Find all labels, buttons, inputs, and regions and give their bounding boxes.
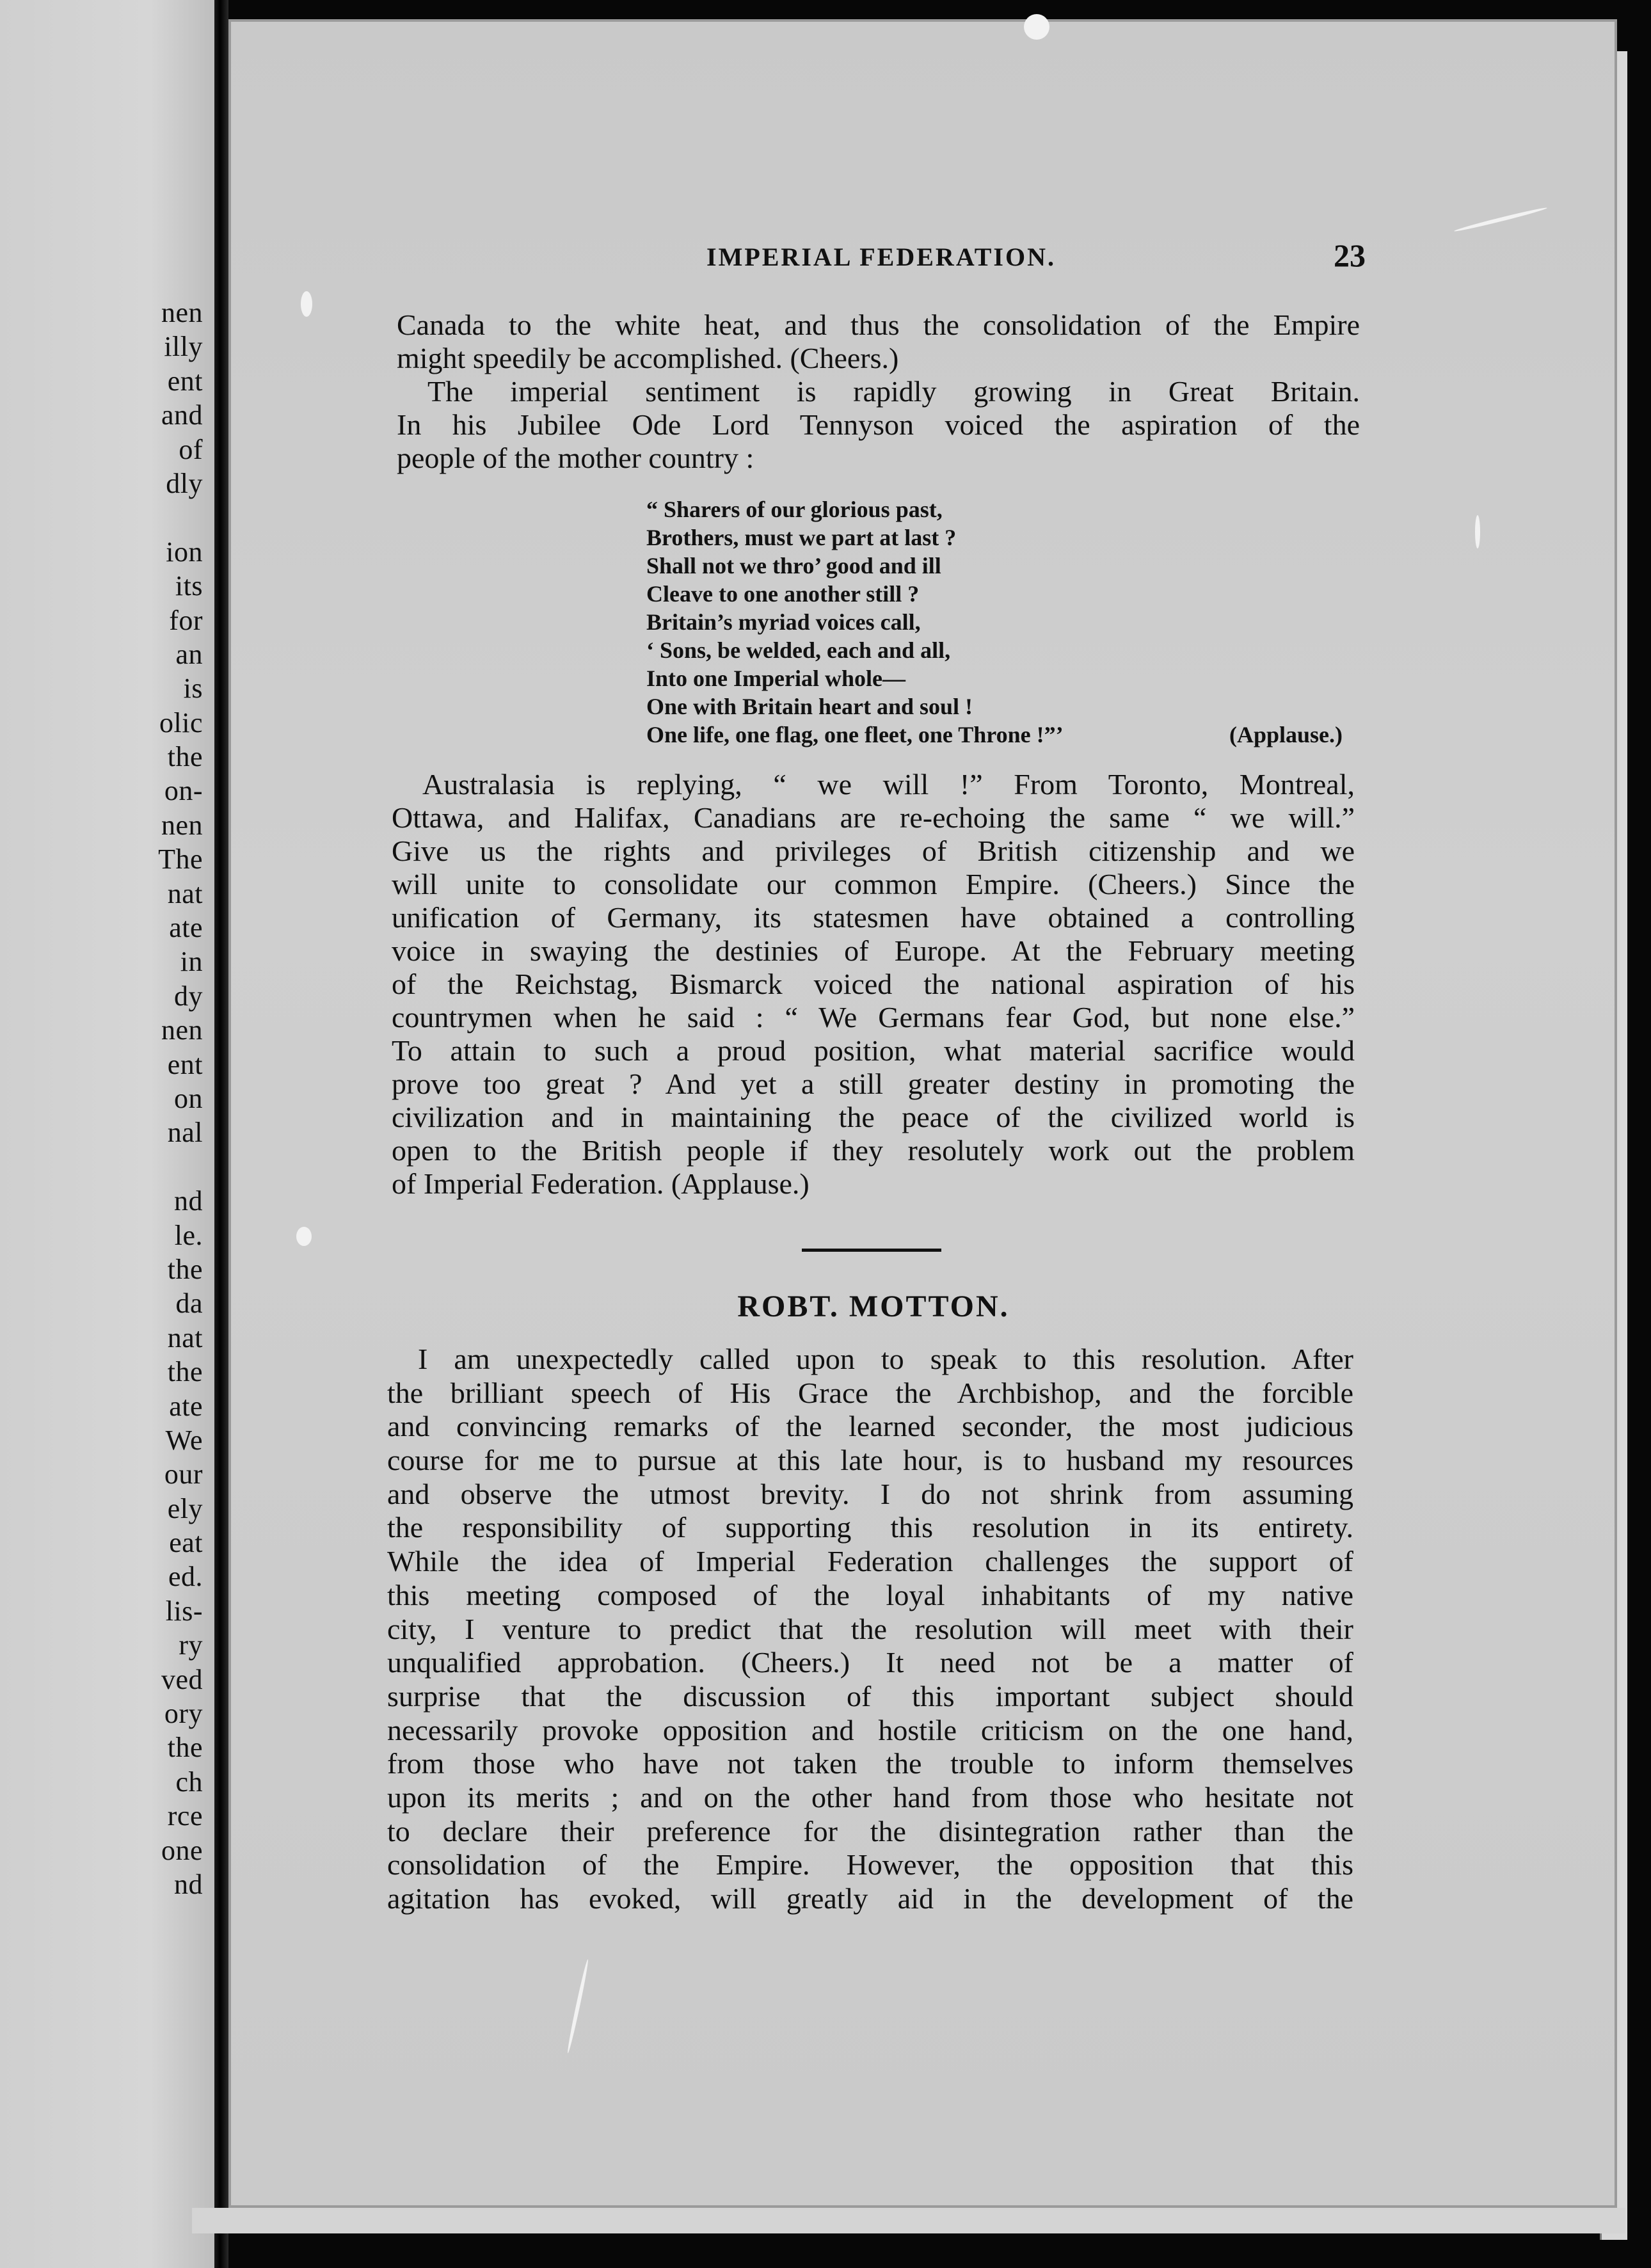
previous-page-fragment-text: nd <box>174 1868 203 1900</box>
poem-applause: (Applause.) <box>1229 722 1343 747</box>
previous-page-fragment-text: ion <box>166 536 203 568</box>
previous-page-fragment-text: da <box>175 1288 203 1320</box>
previous-page-fragment-text: illy <box>164 331 203 363</box>
previous-page-fragment-text <box>158 1150 203 1184</box>
previous-page-fragment-text: the <box>167 741 203 773</box>
text-line: the brilliant speech of His Grace the Archbishop, and the forcible <box>387 1376 1353 1409</box>
speaker-heading: ROBT. MOTTON. <box>737 1290 1010 1323</box>
previous-page-fragment-text: dly <box>166 467 203 499</box>
text-line: of the Reichstag, Bismarck voiced the national aspiration of his <box>392 968 1355 1000</box>
text-line: from those who have not taken the trouble to inform themselves <box>387 1747 1353 1780</box>
text-line: course for me to pursue at this late hour, is to husband my resources <box>387 1444 1353 1477</box>
text-line: will unite to consolidate our common Empire. (Cheers.) Since the <box>392 868 1355 900</box>
text-line: The imperial sentiment is rapidly growing in Great Britain. <box>427 375 1360 408</box>
scan-speck <box>1024 14 1049 40</box>
previous-page-fragment-text: nat <box>167 1322 203 1354</box>
previous-page-fragment-text: ent <box>167 1048 203 1080</box>
text-line: this meeting composed of the loyal inhabitants of my native <box>387 1578 1353 1611</box>
text-line: Australasia is replying, “ we will !” From Toronto, Montreal, <box>422 768 1355 801</box>
text-line: city, I venture to predict that the resolution will meet with their <box>387 1612 1353 1645</box>
previous-page-line-endings <box>158 296 203 1901</box>
previous-page-fragment <box>0 0 214 2268</box>
text-line: prove too great ? And yet a still greater destiny in promoting the <box>392 1067 1355 1100</box>
text-line: people of the mother country : <box>397 442 754 474</box>
text-line: agitation has evoked, will greatly aid in the development of the <box>387 1882 1353 1915</box>
previous-page-fragment-text: nen <box>161 297 203 328</box>
poem-line: “ Sharers of our glorious past, <box>646 497 943 522</box>
text-line: to declare their preference for the disintegration rather than the <box>387 1814 1353 1848</box>
previous-page-fragment-text: and <box>161 399 203 431</box>
poem-line: Cleave to one another still ? <box>646 581 920 607</box>
text-line: upon its merits ; and on the other hand from those who hesitate not <box>387 1780 1353 1814</box>
poem-line: Brothers, must we part at last ? <box>646 525 957 550</box>
opening-paragraphs <box>397 308 1360 475</box>
previous-page-fragment-text: an <box>175 638 203 670</box>
previous-page-fragment-text: ry <box>179 1629 203 1661</box>
poem-line: Into one Imperial whole— <box>646 666 905 691</box>
text-line: countrymen when he said : “ We Germans fear God, but none else.” <box>392 1001 1355 1034</box>
previous-page-fragment-text: of <box>179 433 203 465</box>
previous-page-fragment-text: rce <box>167 1800 203 1832</box>
scan-speck <box>1475 515 1480 548</box>
previous-page-fragment-text: nal <box>167 1117 203 1149</box>
previous-page-fragment-text: We <box>165 1424 203 1456</box>
text-line: and convincing remarks of the learned seconder, the most judicious <box>387 1410 1353 1443</box>
text-line: In his Jubilee Ode Lord Tennyson voiced the aspiration of the <box>397 408 1360 441</box>
running-head <box>706 237 1366 282</box>
previous-page-fragment-text: in <box>180 946 203 978</box>
previous-page-fragment-text: ory <box>164 1698 203 1730</box>
text-line: necessarily provoke opposition and hostile criticism on the one hand, <box>387 1713 1353 1746</box>
text-line: voice in swaying the destinies of Europe. At the February meeting <box>392 934 1355 967</box>
middle-paragraphs <box>392 768 1355 1201</box>
previous-page-fragment-text: on <box>174 1082 203 1114</box>
previous-page-fragment-text: lis- <box>165 1595 203 1627</box>
previous-page-fragment-text: ed. <box>168 1561 203 1593</box>
previous-page-fragment-text: olic <box>159 707 203 739</box>
previous-page-fragment-text: one <box>161 1834 203 1866</box>
scan-speck <box>301 291 312 317</box>
previous-page-fragment-text: nen <box>161 809 203 841</box>
book-gutter <box>214 0 228 2268</box>
speech-paragraph <box>387 1343 1353 1916</box>
text-line: While the idea of Imperial Federation challenges the support of <box>387 1545 1353 1578</box>
scan-speck <box>296 1227 312 1246</box>
text-line: unification of Germany, its statesmen have obtained a controlling <box>392 901 1355 934</box>
previous-page-fragment-text: its <box>175 570 203 602</box>
previous-page-fragment-text: for <box>169 604 203 636</box>
text-line: open to the British people if they resolutely work out the problem <box>392 1134 1355 1167</box>
previous-page-fragment-text: the <box>167 1253 203 1285</box>
text-line: surprise that the discussion of this important subject should <box>387 1679 1353 1713</box>
section-divider-rule <box>802 1249 941 1252</box>
previous-page-fragment-text: nat <box>167 877 203 909</box>
previous-page-fragment-text: ely <box>167 1492 203 1524</box>
text-line: Ottawa, and Halifax, Canadians are re-echoing the same “ we will.” <box>392 801 1355 834</box>
previous-page-fragment-text: ent <box>167 365 203 397</box>
previous-page-fragment-text: dy <box>174 980 203 1012</box>
previous-page-fragment-text: ch <box>175 1766 203 1798</box>
previous-page-fragment-text: le. <box>174 1219 203 1251</box>
poem-quotation <box>646 495 1350 749</box>
poem-line: ‘ Sons, be welded, each and all, <box>646 637 951 663</box>
text-line: To attain to such a proud position, what material sacrifice would <box>392 1034 1355 1067</box>
text-line: and observe the utmost brevity. I do not shrink from assuming <box>387 1477 1353 1510</box>
previous-page-fragment-text: nd <box>174 1185 203 1217</box>
text-line: Canada to the white heat, and thus the consolidation of the Empire <box>397 308 1360 341</box>
text-line: I am unexpectedly called upon to speak to this resolution. After <box>418 1343 1353 1375</box>
poem-line: One with Britain heart and soul ! <box>646 694 973 719</box>
poem-line: Shall not we thro’ good and ill <box>646 553 941 579</box>
previous-page-fragment-text: ved <box>161 1663 203 1695</box>
previous-page-fragment-text: is <box>183 673 203 705</box>
text-line: might speedily be accomplished. (Cheers.) <box>397 342 899 374</box>
text-line: of Imperial Federation. (Applause.) <box>392 1167 810 1200</box>
previous-page-fragment-text: on- <box>164 775 203 807</box>
running-head-title: IMPERIAL FEDERATION. <box>706 243 1056 271</box>
previous-page-fragment-text: The <box>158 843 203 875</box>
previous-page-fragment-text: nen <box>161 1014 203 1046</box>
page-number: 23 <box>1334 237 1366 273</box>
poem-line: Britain’s myriad voices call, <box>646 609 921 635</box>
previous-page-fragment-text <box>158 500 203 534</box>
previous-page-fragment-text: ate <box>169 1390 203 1422</box>
previous-page-fragment-text: the <box>167 1356 203 1388</box>
text-line: civilization and in maintaining the peace of the civilized world is <box>392 1101 1355 1133</box>
poem-line: One life, one flag, one fleet, one Throne !”’ <box>646 722 1064 747</box>
text-line: unqualified approbation. (Cheers.) It need not be a matter of <box>387 1646 1353 1679</box>
text-line: consolidation of the Empire. However, the opposition that this <box>387 1848 1353 1881</box>
previous-page-fragment-text: our <box>164 1458 203 1490</box>
text-line: Give us the rights and privileges of British citizenship and we <box>392 835 1355 867</box>
previous-page-fragment-text: ate <box>169 912 203 944</box>
page-bottom-edge <box>192 2208 1625 2233</box>
previous-page-fragment-text: eat <box>169 1527 203 1559</box>
previous-page-fragment-text: the <box>167 1732 203 1764</box>
text-line: the responsibility of supporting this resolution in its entirety. <box>387 1511 1353 1544</box>
